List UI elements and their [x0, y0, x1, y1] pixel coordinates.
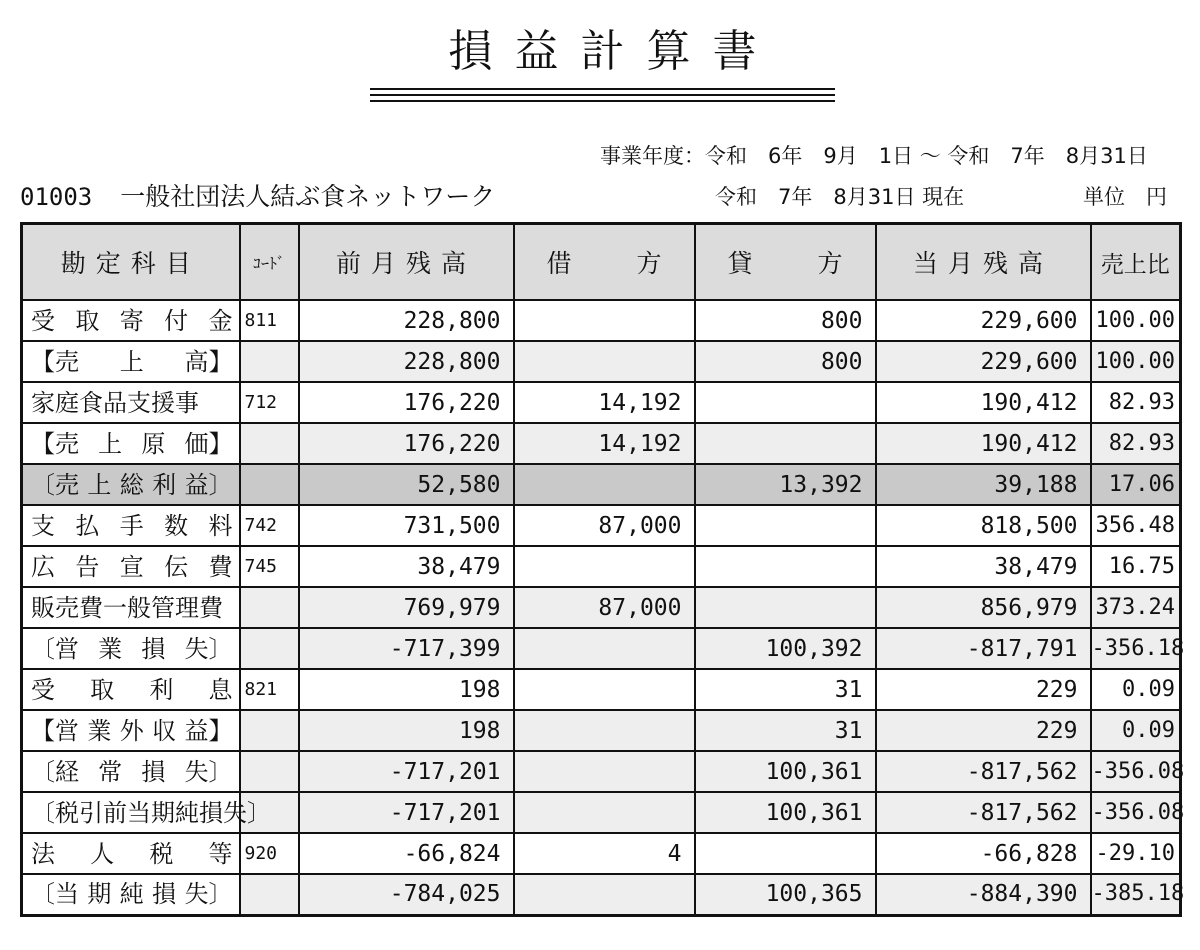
account-code	[240, 423, 299, 464]
debit-cell	[514, 751, 695, 792]
account-name-part: 価】	[184, 429, 233, 458]
table-row	[22, 833, 1181, 874]
account-name	[22, 833, 240, 874]
prev-balance-cell: 228,800	[299, 300, 514, 341]
debit-cell: 4	[514, 833, 695, 874]
account-code	[240, 710, 299, 751]
company-code: 01003	[20, 183, 93, 211]
table-row	[22, 341, 1181, 382]
table-row	[22, 300, 1181, 341]
debit-cell	[514, 710, 695, 751]
prev-balance-cell: 731,500	[299, 505, 514, 546]
account-name-part: 益〕	[184, 470, 233, 499]
account-name-part: 払	[75, 511, 100, 540]
header-credit	[695, 224, 876, 301]
account-name	[22, 710, 240, 751]
account-name-part: 外	[119, 716, 144, 745]
sales-ratio-cell: 82.93	[1091, 382, 1181, 423]
curr-balance-cell: 39,188	[876, 464, 1091, 505]
prev-balance-cell: -717,201	[299, 751, 514, 792]
sales-ratio-cell: -356.08	[1091, 751, 1181, 792]
account-name	[22, 300, 240, 341]
credit-cell	[695, 382, 876, 423]
debit-cell: 14,192	[514, 423, 695, 464]
header-prev-balance: 前月残高	[299, 224, 514, 301]
table-row	[22, 628, 1181, 669]
account-name-part: 利	[152, 470, 177, 499]
prev-balance-cell: 769,979	[299, 587, 514, 628]
credit-cell: 31	[695, 710, 876, 751]
account-name-part: 上	[98, 429, 123, 458]
account-code: 742	[240, 505, 299, 546]
account-name-part: 【売	[31, 347, 79, 376]
credit-cell	[695, 587, 876, 628]
curr-balance-cell: -817,562	[876, 792, 1091, 833]
prev-balance-cell: 198	[299, 669, 514, 710]
curr-balance-cell: 229,600	[876, 341, 1091, 382]
account-name	[22, 874, 240, 915]
debit-cell	[514, 341, 695, 382]
account-name-part: 総	[119, 470, 144, 499]
title-underline-mid	[370, 94, 835, 96]
account-name-part: 告	[75, 552, 100, 581]
account-name-part: 宣	[119, 552, 144, 581]
debit-cell	[514, 464, 695, 505]
credit-cell: 100,392	[695, 628, 876, 669]
credit-cell: 800	[695, 300, 876, 341]
table-row	[22, 874, 1181, 915]
table-row	[22, 505, 1181, 546]
account-name-part: 原	[141, 429, 166, 458]
account-code	[240, 628, 299, 669]
header-credit-char-1: 貸	[727, 249, 753, 278]
table-row	[22, 464, 1181, 505]
account-code	[240, 464, 299, 505]
sales-ratio-cell: 82.93	[1091, 423, 1181, 464]
company-line	[20, 177, 495, 213]
curr-balance-cell: -817,791	[876, 628, 1091, 669]
account-name-part: 業	[87, 716, 112, 745]
account-name-part: 〔経	[31, 757, 79, 786]
account-name-part: 取	[90, 675, 115, 704]
prev-balance-cell: 176,220	[299, 382, 514, 423]
account-name	[22, 669, 240, 710]
prev-balance-cell: -717,201	[299, 792, 514, 833]
prev-balance-cell: -717,399	[299, 628, 514, 669]
account-name-part: 支	[31, 511, 55, 540]
header-credit-char-2: 方	[817, 249, 843, 278]
account-name-part: 利	[149, 675, 174, 704]
credit-cell: 100,361	[695, 792, 876, 833]
table-row	[22, 423, 1181, 464]
account-name	[22, 423, 240, 464]
account-name-part: 広	[31, 552, 55, 581]
account-name	[22, 464, 240, 505]
account-code: 745	[240, 546, 299, 587]
income-statement-table	[20, 222, 1185, 917]
account-name-part: 寄	[119, 306, 144, 335]
account-name-part: 【営	[31, 716, 79, 745]
account-name-part: 取	[75, 306, 100, 335]
curr-balance-cell: 229	[876, 669, 1091, 710]
sales-ratio-cell: 100.00	[1091, 300, 1181, 341]
account-code	[240, 587, 299, 628]
credit-cell: 13,392	[695, 464, 876, 505]
account-name-part: 〔当	[31, 880, 79, 909]
curr-balance-cell: 229	[876, 710, 1091, 751]
account-name-part: 失〕	[184, 634, 233, 663]
curr-balance-cell: -884,390	[876, 874, 1091, 915]
account-name-part: 常	[98, 757, 123, 786]
account-name-part: 受	[31, 306, 55, 335]
header-debit-char-1: 借	[546, 249, 572, 278]
table-row	[22, 792, 1181, 833]
table-row	[22, 669, 1181, 710]
sales-ratio-cell: 17.06	[1091, 464, 1181, 505]
account-name-part: 家庭食品支援事	[31, 388, 199, 417]
account-name-part: 料	[208, 511, 233, 540]
sales-ratio-cell: 0.09	[1091, 669, 1181, 710]
debit-cell: 87,000	[514, 505, 695, 546]
account-name-part: 損	[141, 634, 166, 663]
title-underline-bottom	[370, 100, 835, 102]
account-name-part: 人	[90, 839, 115, 868]
fiscal-period: 事業年度：令和 6年 9月 1日 ～ 令和 7年 8月31日	[600, 144, 1148, 168]
account-name-part: 法	[31, 839, 55, 868]
prev-balance-cell: 176,220	[299, 423, 514, 464]
sales-ratio-cell: 0.09	[1091, 710, 1181, 751]
account-name	[22, 341, 240, 382]
account-code: 811	[240, 300, 299, 341]
as-of-date: 令和 7年 8月31日 現在	[715, 185, 965, 209]
prev-balance-cell: 52,580	[299, 464, 514, 505]
account-name-part: 受	[31, 675, 55, 704]
account-name	[22, 546, 240, 587]
credit-cell: 100,361	[695, 751, 876, 792]
debit-cell: 87,000	[514, 587, 695, 628]
debit-cell	[514, 300, 695, 341]
curr-balance-cell: 229,600	[876, 300, 1091, 341]
account-name	[22, 628, 240, 669]
account-name-part: 伝	[164, 552, 189, 581]
debit-cell	[514, 792, 695, 833]
curr-balance-cell: 190,412	[876, 423, 1091, 464]
account-code: 712	[240, 382, 299, 423]
header-curr-balance: 当月残高	[876, 224, 1091, 301]
account-name-part: 息	[208, 675, 233, 704]
document-title: 損益計算書	[448, 26, 779, 77]
credit-cell: 800	[695, 341, 876, 382]
credit-cell: 100,365	[695, 874, 876, 915]
credit-cell	[695, 505, 876, 546]
account-name	[22, 505, 240, 546]
account-name	[22, 751, 240, 792]
account-name-part: 期	[87, 880, 112, 909]
table-row	[22, 710, 1181, 751]
debit-cell	[514, 669, 695, 710]
account-name-part: 税	[149, 839, 174, 868]
curr-balance-cell: -66,828	[876, 833, 1091, 874]
account-name-part: 収	[152, 716, 177, 745]
company-name: 一般社団法人結ぶ食ネットワーク	[120, 182, 496, 211]
account-name-part: 業	[98, 634, 123, 663]
sales-ratio-cell: 356.48	[1091, 505, 1181, 546]
prev-balance-cell: 228,800	[299, 341, 514, 382]
account-name	[22, 587, 240, 628]
curr-balance-cell: 38,479	[876, 546, 1091, 587]
sales-ratio-cell: -356.18	[1091, 628, 1181, 669]
sales-ratio-cell: 373.24	[1091, 587, 1181, 628]
table-row	[22, 382, 1181, 423]
header-sales-ratio: 売上比	[1091, 224, 1181, 301]
curr-balance-cell: -817,562	[876, 751, 1091, 792]
account-name-part: 上	[119, 347, 144, 376]
debit-cell: 14,192	[514, 382, 695, 423]
debit-cell	[514, 546, 695, 587]
sales-ratio-cell: -356.08	[1091, 792, 1181, 833]
title-underline-top	[370, 88, 835, 90]
credit-cell	[695, 833, 876, 874]
sales-ratio-cell: -385.18	[1091, 874, 1181, 915]
sales-ratio-cell: 16.75	[1091, 546, 1181, 587]
account-name-part: 費	[208, 552, 233, 581]
account-name-part: 等	[208, 839, 233, 868]
curr-balance-cell: 856,979	[876, 587, 1091, 628]
table-row	[22, 587, 1181, 628]
table-row	[22, 546, 1181, 587]
currency-unit: 単位 円	[1083, 185, 1167, 209]
sales-ratio-cell: -29.10	[1091, 833, 1181, 874]
account-name-part: 失〕	[184, 757, 233, 786]
account-code: 920	[240, 833, 299, 874]
table-row	[22, 751, 1181, 792]
account-name-part: 数	[164, 511, 189, 540]
account-code	[240, 874, 299, 915]
debit-cell	[514, 628, 695, 669]
account-name-part: 販売費一般管理費	[31, 593, 223, 622]
credit-cell: 31	[695, 669, 876, 710]
header-code: ｺｰﾄﾞ	[240, 224, 299, 301]
prev-balance-cell: 198	[299, 710, 514, 751]
account-name-part: 手	[119, 511, 144, 540]
account-name-part: 【売	[31, 429, 79, 458]
credit-cell	[695, 546, 876, 587]
account-code	[240, 341, 299, 382]
account-name-part: 付	[164, 306, 189, 335]
account-name-part: 〔営	[31, 634, 79, 663]
account-name-part: 純	[119, 880, 144, 909]
account-name-part: 金	[208, 306, 233, 335]
account-name-part: 〔税引前当期純損失〕	[31, 798, 271, 827]
sales-ratio-cell: 100.00	[1091, 341, 1181, 382]
account-code	[240, 751, 299, 792]
curr-balance-cell: 818,500	[876, 505, 1091, 546]
account-name-part: 〔売	[31, 470, 79, 499]
prev-balance-cell: -66,824	[299, 833, 514, 874]
header-debit-char-2: 方	[636, 249, 662, 278]
prev-balance-cell: 38,479	[299, 546, 514, 587]
account-name-part: 上	[87, 470, 112, 499]
account-name-part: 高】	[184, 347, 233, 376]
account-name-part: 損	[141, 757, 166, 786]
header-debit	[514, 224, 695, 301]
prev-balance-cell: -784,025	[299, 874, 514, 915]
debit-cell	[514, 874, 695, 915]
table-header-row	[22, 224, 1181, 301]
header-account: 勘定科目	[22, 224, 240, 301]
account-code: 821	[240, 669, 299, 710]
account-name	[22, 382, 240, 423]
account-name	[22, 792, 271, 833]
account-name-part: 益】	[184, 716, 233, 745]
account-name-part: 失〕	[184, 880, 233, 909]
credit-cell	[695, 423, 876, 464]
curr-balance-cell: 190,412	[876, 382, 1091, 423]
account-name-part: 損	[152, 880, 177, 909]
